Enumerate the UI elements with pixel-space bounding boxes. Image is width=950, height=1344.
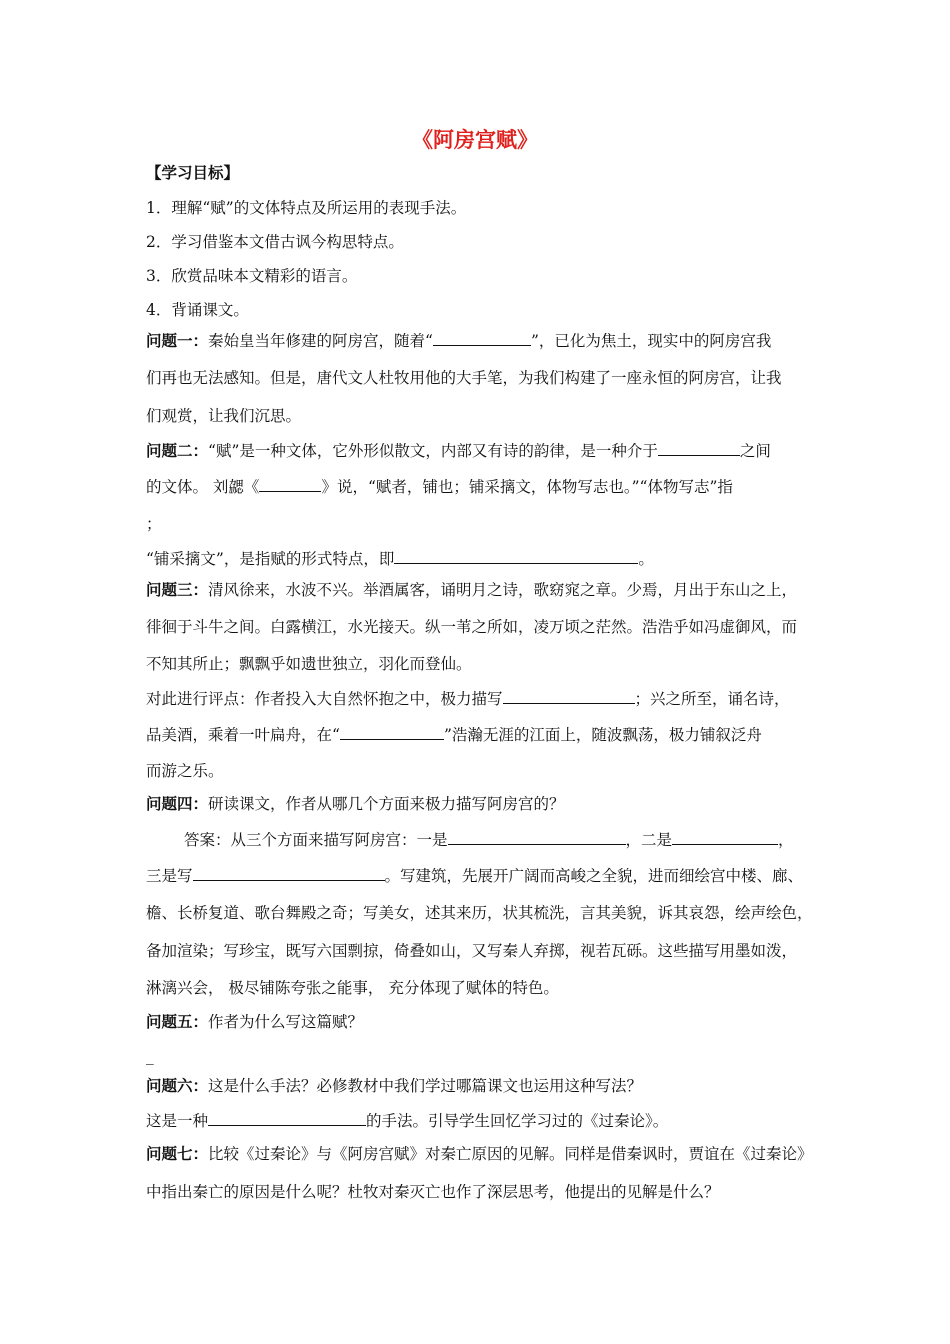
answer-text: 备加渲染；写珍宝，既写六国剽掠，倚叠如山，又写秦人弃掷，视若瓦砾。这些描写用墨如泼， [146,942,798,960]
question-text: 中指出秦亡的原因是什么呢？杜牧对秦灭亡也作了深层思考，他提出的见解是什么？ [146,1183,720,1201]
answer-blank[interactable] [672,829,778,845]
question-text: 。 [638,550,654,568]
answer-blank: _ [146,1047,154,1065]
question-text: ”，已化为焦土，现实中的阿房宫我 [530,332,772,350]
answer-text: 淋漓兴会， 极尽铺陈夸张之能事， 充分体现了赋体的特色。 [146,979,559,997]
question-text: 不知其所止；飘飘乎如遗世独立，羽化而登仙。 [146,655,472,673]
question-text [146,724,816,745]
answer-text [184,829,854,850]
question-text: 作者为什么写这篇赋？ [208,1013,364,1031]
answer-blank[interactable] [394,548,638,564]
question-6 [146,1076,816,1096]
question-text: “铺采摛文”，是指赋的形式特点，即 [146,550,395,568]
question-label: 问题三： [146,581,209,599]
answer-blank[interactable] [503,688,635,704]
question-text: 清风徐来，水波不兴。举酒属客，诵明月之诗，歌窈窕之章。少焉，月出于东山之上， [208,581,798,599]
question-label: 问题四： [146,795,209,813]
question-7 [146,1144,816,1164]
question-4 [146,794,816,814]
question-label: 问题一： [146,332,209,350]
question-text: 之间 [739,442,771,460]
question-text: 比较《过秦论》与《阿房宫赋》对秦亡原因的见解。同样是借秦讽时，贾谊在《过秦论》 [208,1145,813,1163]
question-label: 问题二： [146,442,209,460]
answer-text: 三是写 [146,867,193,885]
question-text [146,548,816,569]
answer-blank[interactable] [259,476,321,492]
question-text: 们观赏，让我们沉思。 [146,407,302,425]
answer-text: 檐、长桥复道、歌台舞殿之奇；写美女，述其来历，状其梳洗，言其美貌，诉其哀怨，绘声绘色， [146,904,813,922]
question-text: “赋”是一种文体，它外形似散文，内部又有诗的韵律，是一种介于 [208,442,658,460]
question-text [146,688,816,709]
question-5 [146,1012,816,1032]
answer-text: 答案：从三个方面来描写阿房宫：一是 [184,831,448,849]
question-text: 而游之乐。 [146,762,224,780]
answer-text: 。写建筑，先展开广阔而高峻之全貌，进而细绘宫中楼、廊、 [384,867,804,885]
goal-item: 2．学习借鉴本文借古讽今构思特点。 [146,233,404,251]
question-text: 们再也无法感知。但是，唐代文人杜牧用他的大手笔，为我们构建了一座永恒的阿房宫，让我 [146,369,782,387]
question-label: 问题六： [146,1077,209,1095]
question-text: 对此进行评点：作者投入大自然怀抱之中，极力描写 [146,690,503,708]
question-text [146,476,816,497]
goal-item: 3．欣赏品味本文精彩的语言。 [146,267,358,285]
question-text [146,1110,816,1131]
answer-blank[interactable] [208,1110,366,1126]
answer-blank[interactable] [658,440,740,456]
question-text: 》说，“赋者，铺也；铺采摛文，体物写志也。”“体物写志”指 [321,478,733,496]
question-text: ； [146,515,162,533]
answer-text: ， [778,831,794,849]
answer-blank[interactable] [340,724,444,740]
question-text: 的手法。引导学生回忆学习过的《过秦论》。 [366,1112,669,1130]
question-2 [146,440,816,461]
question-label: 问题七： [146,1145,209,1163]
question-text: 徘徊于斗牛之间。白露横江，水光接天。纵一苇之所如，凌万顷之茫然。浩浩乎如冯虚御风，而 [146,618,798,636]
question-3 [146,580,816,600]
question-text: 这是一种 [146,1112,209,1130]
page-title: 《阿房宫赋》 [412,128,538,152]
answer-blank[interactable] [193,865,385,881]
question-text: 研读课文，作者从哪几个方面来极力描写阿房宫的？ [208,795,565,813]
question-1 [146,330,816,351]
question-text: 品美酒，乘着一叶扁舟，在“ [146,726,340,744]
goal-item: 1．理解“赋”的文体特点及所运用的表现手法。 [146,199,467,217]
question-text: 的文体。 刘勰《 [146,478,260,496]
answer-text: ，二是 [625,831,673,849]
answer-blank[interactable] [448,829,626,845]
question-text: ；兴之所至，诵名诗， [634,690,790,708]
goal-item: 4．背诵课文。 [146,301,249,319]
question-label: 问题五： [146,1013,209,1031]
question-text: 秦始皇当年修建的阿房宫，随着“ [208,332,433,350]
answer-blank[interactable] [433,330,531,346]
question-text: ”浩瀚无涯的江面上，随波飘荡，极力铺叙泛舟 [443,726,762,744]
goals-heading: 【学习目标】 [146,164,240,182]
question-text: 这是什么手法？必修教材中我们学过哪篇课文也运用这种写法？ [208,1077,643,1095]
answer-text [146,865,816,886]
